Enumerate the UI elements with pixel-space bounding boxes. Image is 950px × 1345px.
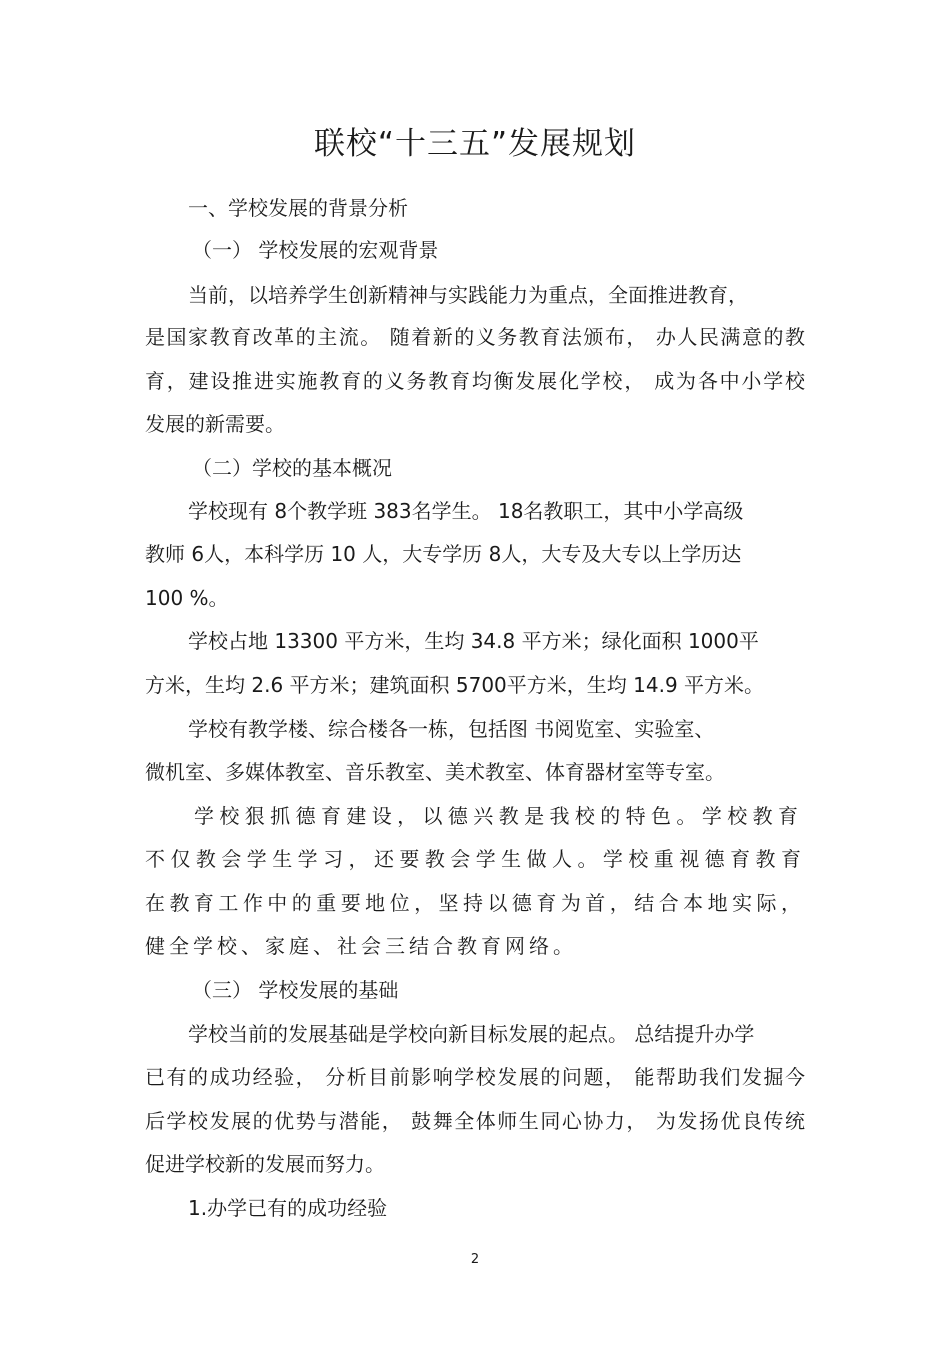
paragraph-line: 在教育工作中的重要地位，坚持以德育为首，结合本地实际，: [145, 891, 805, 915]
paragraph-line: 当前，以培养学生创新精神与实践能力为重点，全面推进教育，: [188, 283, 748, 307]
numbered-heading-successful-experience: 1.办学已有的成功经验: [188, 1196, 388, 1220]
paragraph-line: 健全学校、家庭、社会三结合教育网络。: [145, 934, 577, 958]
section-heading-1: 一、学校发展的背景分析: [188, 196, 408, 220]
page-number: 2: [470, 1252, 480, 1267]
paragraph-line: 已有的成功经验， 分析目前影响学校发展的问题， 能帮助我们发掘今: [145, 1065, 805, 1089]
paragraph-line: 促进学校新的发展而努力。: [145, 1152, 385, 1176]
subsection-heading-basic-overview: （二）学校的基本概况: [192, 456, 392, 480]
paragraph-line: 是国家教育改革的主流。 随着新的义务教育法颁布， 办人民满意的教: [145, 325, 805, 349]
paragraph-line: 不仅教会学生学习，还要教会学生做人。学校重视德育教育: [145, 847, 805, 871]
paragraph-line-text: 学校狠抓德育建设，以德兴教是我校的特色。学校教育: [194, 804, 802, 828]
paragraph-line: 教师 6人，本科学历 10 人，大专学历 8人，大专及大专以上学历达: [145, 542, 742, 566]
paragraph-line: 方米，生均 2.6 平方米；建筑面积 5700平方米，生均 14.9 平方米。: [145, 673, 765, 697]
paragraph-line: 微机室、多媒体教室、音乐教室、美术教室、体育器材室等专室。: [145, 760, 725, 784]
paragraph-line: 学校占地 13300 平方米，生均 34.8 平方米；绿化面积 1000平: [188, 629, 759, 653]
paragraph-line: 学校有教学楼、综合楼各一栋，包括图 书阅览室、实验室、: [188, 717, 715, 741]
paragraph-line: 学校当前的发展基础是学校向新目标发展的起点。 总结提升办学: [188, 1022, 755, 1046]
paragraph-line: 学校现有 8个教学班 383名学生。 18名教职工，其中小学高级: [188, 499, 744, 523]
paragraph-line: 育，建设推进实施教育的义务教育均衡发展化学校， 成为各中小学校: [145, 369, 805, 393]
document-title: 联校“十三五”发展规划: [313, 126, 637, 162]
paragraph-line: 后学校发展的优势与潜能， 鼓舞全体师生同心协力， 为发扬优良传统: [145, 1109, 805, 1133]
paragraph-line: [194, 801, 802, 831]
paragraph-line: 100 %。: [145, 586, 229, 610]
subsection-heading-development-foundation: （三） 学校发展的基础: [192, 978, 399, 1002]
paragraph-line: 发展的新需要。: [145, 412, 285, 436]
subsection-heading-macro-background: （一） 学校发展的宏观背景: [192, 238, 439, 262]
